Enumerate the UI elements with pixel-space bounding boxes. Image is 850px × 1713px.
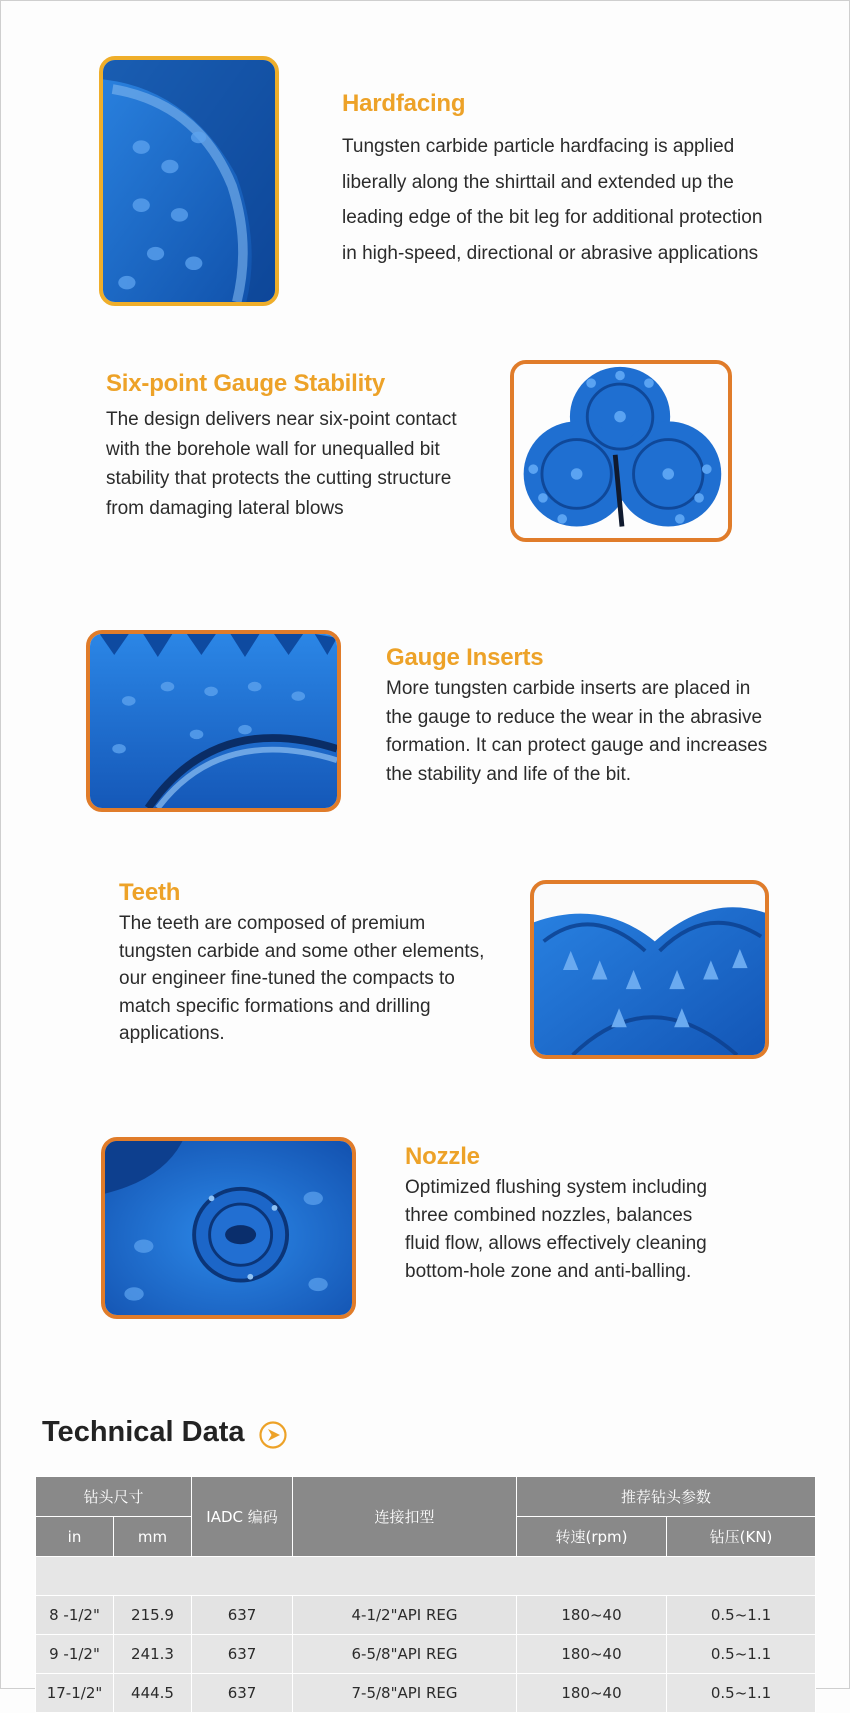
cell-wob: 0.5~1.1 bbox=[667, 1635, 816, 1674]
nozzle-title: Nozzle bbox=[405, 1143, 480, 1170]
gauge-stability-line: from damaging lateral blows bbox=[106, 497, 344, 519]
table-row bbox=[36, 1674, 816, 1713]
nozzle-photo bbox=[101, 1137, 356, 1319]
cell-wob: 0.5~1.1 bbox=[667, 1674, 816, 1713]
gauge-stability-title: Six-point Gauge Stability bbox=[106, 370, 386, 397]
cell-wob: 0.5~1.1 bbox=[667, 1596, 816, 1635]
header-bit-size: 钻头尺寸 bbox=[36, 1477, 192, 1517]
header-recommended: 推荐钻头参数 bbox=[517, 1477, 816, 1517]
teeth-line: our engineer fine-tuned the compacts to bbox=[119, 968, 455, 989]
teeth-description bbox=[119, 910, 484, 1048]
hardfacing-line: leading edge of the bit leg for additional protection bbox=[342, 207, 763, 228]
cell-mm: 215.9 bbox=[114, 1596, 192, 1635]
technical-data-title: Technical Data bbox=[42, 1416, 245, 1448]
nozzle-line: three combined nozzles, balances bbox=[405, 1205, 693, 1226]
nozzle-line: fluid flow, allows effectively cleaning bbox=[405, 1233, 707, 1254]
cell-connection: 6-5/8"API REG bbox=[293, 1635, 517, 1674]
cell-in: 9 -1/2" bbox=[36, 1635, 114, 1674]
hardfacing-line: Tungsten carbide particle hardfacing is applied bbox=[342, 136, 735, 157]
nozzle-line: bottom-hole zone and anti-balling. bbox=[405, 1261, 692, 1282]
nozzle-line: Optimized flushing system including bbox=[405, 1177, 708, 1198]
header-mm: mm bbox=[114, 1517, 192, 1557]
header-wob: 钻压(KN) bbox=[667, 1517, 816, 1557]
cell-iadc: 637 bbox=[192, 1635, 293, 1674]
hardfacing-photo bbox=[99, 56, 279, 306]
gauge-inserts-line: the stability and life of the bit. bbox=[386, 763, 632, 785]
teeth-line: applications. bbox=[119, 1023, 225, 1044]
table-row bbox=[36, 1596, 816, 1635]
teeth-line: match specific formations and drilling bbox=[119, 995, 431, 1017]
cell-connection: 7-5/8"API REG bbox=[293, 1674, 517, 1713]
header-connection: 连接扣型 bbox=[293, 1477, 517, 1557]
gauge-inserts-line: More tungsten carbide inserts are placed in bbox=[386, 678, 751, 699]
gauge-stability-photo bbox=[510, 360, 732, 542]
cell-rpm: 180~40 bbox=[517, 1635, 667, 1674]
cell-mm: 444.5 bbox=[114, 1674, 192, 1713]
cell-iadc: 637 bbox=[192, 1674, 293, 1713]
gauge-stability-line: The design delivers near six-point contact bbox=[106, 409, 457, 430]
teeth-line: The teeth are composed of premium bbox=[119, 913, 426, 934]
hardfacing-line: liberally along the shirttail and extended up the bbox=[342, 171, 734, 193]
gauge-stability-line: stability that protects the cutting structure bbox=[106, 468, 452, 489]
gauge-inserts-photo bbox=[86, 630, 341, 812]
gauge-inserts-title: Gauge Inserts bbox=[386, 644, 544, 671]
cell-in: 17-1/2" bbox=[36, 1674, 114, 1713]
teeth-photo bbox=[530, 880, 769, 1059]
hardfacing-line: in high-speed, directional or abrasive applications bbox=[342, 242, 759, 264]
gauge-inserts-description bbox=[386, 675, 767, 789]
gauge-inserts-line: formation. It can protect gauge and increases bbox=[386, 735, 768, 756]
header-in: in bbox=[36, 1517, 114, 1557]
header-rpm: 转速(rpm) bbox=[517, 1517, 667, 1557]
nozzle-description bbox=[405, 1174, 707, 1286]
hardfacing-description bbox=[342, 129, 762, 271]
cell-rpm: 180~40 bbox=[517, 1596, 667, 1635]
cell-rpm: 180~40 bbox=[517, 1674, 667, 1713]
cell-iadc: 637 bbox=[192, 1596, 293, 1635]
teeth-line: tungsten carbide and some other elements, bbox=[119, 940, 485, 962]
teeth-title: Teeth bbox=[119, 879, 181, 906]
gauge-stability-description bbox=[106, 405, 457, 523]
cell-mm: 241.3 bbox=[114, 1635, 192, 1674]
hardfacing-title: Hardfacing bbox=[342, 90, 466, 117]
gauge-stability-line: with the borehole wall for unequalled bit bbox=[106, 438, 440, 460]
gauge-inserts-line: the gauge to reduce the wear in the abrasive bbox=[386, 706, 763, 728]
table-row bbox=[36, 1635, 816, 1674]
cell-connection: 4-1/2"API REG bbox=[293, 1596, 517, 1635]
technical-data-table bbox=[35, 1476, 816, 1713]
header-iadc: IADC 编码 bbox=[192, 1477, 293, 1557]
cell-in: 8 -1/2" bbox=[36, 1596, 114, 1635]
play-circle-icon[interactable] bbox=[258, 1420, 288, 1450]
